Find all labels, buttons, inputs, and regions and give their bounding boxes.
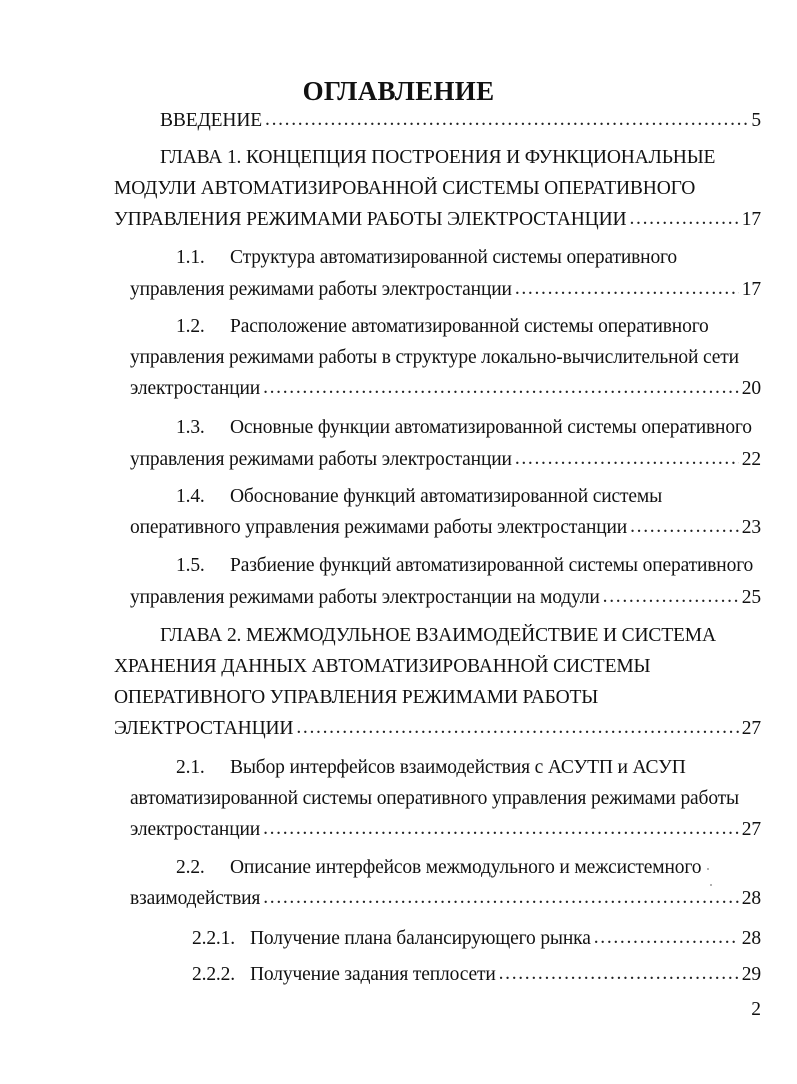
toc-entry-label: управления режимами работы электростанции на модули (130, 587, 600, 608)
toc-page-number: 28 (741, 888, 761, 909)
section-number: 2.2. (176, 857, 205, 878)
toc-entry-section-1-2[interactable] (130, 376, 761, 402)
dot-leader (263, 375, 739, 401)
toc-entry-label: электростанции (130, 378, 261, 399)
toc-chapter-1-line: ГЛАВА 1. КОНЦЕПЦИЯ ПОСТРОЕНИЯ И ФУНКЦИОНАЛЬНЫЕ (160, 147, 716, 168)
toc-entry-section-2-1[interactable] (130, 817, 761, 843)
scan-speck (707, 868, 709, 870)
toc-page-number: 29 (741, 964, 761, 985)
page-title: ОГЛАВЛЕНИЕ (302, 76, 495, 106)
section-number: 1.1. (176, 247, 205, 268)
toc-chapter-1-line: МОДУЛИ АВТОМАТИЗИРОВАННОЙ СИСТЕМЫ ОПЕРАТИВНОГО (114, 178, 696, 199)
dot-leader (630, 514, 739, 540)
dot-leader (263, 816, 739, 842)
section-number: 2.1. (176, 757, 205, 778)
toc-section-2-1-line: автоматизированной системы оперативного управления режимами работы (130, 788, 739, 809)
toc-page-number: 28 (741, 928, 761, 949)
toc-section-2-2-line (176, 855, 701, 881)
toc-section-1-3-line (176, 415, 752, 441)
toc-section-1-1-line (176, 245, 677, 271)
section-title: Обоснование функций автоматизированной системы (230, 486, 663, 507)
toc-section-1-2-line (176, 314, 709, 340)
toc-entry-label: Получение задания теплосети (250, 964, 496, 985)
toc-section-1-2-line: управления режимами работы в структуре локально-вычислительной сети (130, 347, 739, 368)
toc-chapter-2-line: ОПЕРАТИВНОГО УПРАВЛЕНИЯ РЕЖИМАМИ РАБОТЫ (114, 687, 599, 708)
toc-section-1-4-line (176, 484, 662, 510)
dot-leader (515, 446, 739, 472)
dot-leader (515, 276, 739, 302)
section-title: Разбиение функций автоматизированной системы оперативного (230, 555, 754, 576)
toc-entry-label: ВВЕДЕНИЕ (160, 110, 263, 131)
toc-entry-label: управления режимами работы электростанции (130, 279, 512, 300)
toc-entry-section-1-3[interactable] (130, 447, 761, 473)
toc-section-2-1-line (176, 755, 686, 781)
dot-leader (594, 925, 739, 951)
toc-entry-section-2-2-2[interactable] (192, 962, 761, 988)
page-number: 2 (751, 999, 761, 1020)
section-title: Описание интерфейсов межмодульного и межсистемного (230, 857, 702, 878)
section-title: Структура автоматизированной системы оперативного (230, 247, 678, 268)
dot-leader (603, 584, 739, 610)
dot-leader (265, 107, 748, 133)
toc-entry-label: электростанции (130, 819, 261, 840)
toc-page-number: 27 (741, 819, 761, 840)
toc-entry-chapter-2[interactable] (114, 716, 761, 742)
section-title: Основные функции автоматизированной системы оперативного (230, 417, 752, 438)
toc-page-number: 17 (741, 279, 761, 300)
dot-leader (629, 206, 738, 232)
section-title: Расположение автоматизированной системы оперативного (230, 316, 709, 337)
toc-page-number: 27 (741, 718, 761, 739)
section-number: 2.2.1. (192, 928, 235, 949)
toc-entry-intro[interactable] (160, 108, 761, 134)
toc-page-number: 25 (741, 587, 761, 608)
toc-entry-label: ЭЛЕКТРОСТАНЦИИ (114, 718, 294, 739)
toc-entry-section-1-4[interactable] (130, 515, 761, 541)
toc-page-number: 17 (741, 209, 761, 230)
toc-entry-label: управления режимами работы электростанции (130, 449, 512, 470)
toc-entry-section-2-2-1[interactable] (192, 926, 761, 952)
toc-chapter-2-line: ХРАНЕНИЯ ДАННЫХ АВТОМАТИЗИРОВАННОЙ СИСТЕМЫ (114, 656, 651, 677)
toc-entry-label: Получение плана балансирующего рынка (250, 928, 591, 949)
dot-leader (263, 885, 739, 911)
toc-entry-label: оперативного управления режимами работы электростанции (130, 517, 628, 538)
scan-speck (710, 884, 712, 886)
toc-entry-section-1-1[interactable] (130, 277, 761, 303)
section-number: 1.5. (176, 555, 205, 576)
section-number: 1.3. (176, 417, 205, 438)
toc-chapter-2-line: ГЛАВА 2. МЕЖМОДУЛЬНОЕ ВЗАИМОДЕЙСТВИЕ И СИСТЕМА (160, 625, 716, 646)
toc-page-number: 23 (741, 517, 761, 538)
toc-page-number: 20 (741, 378, 761, 399)
dot-leader (296, 715, 738, 741)
section-number: 2.2.2. (192, 964, 235, 985)
toc-entry-chapter-1[interactable] (114, 207, 761, 233)
toc-page-number: 5 (751, 110, 761, 131)
section-number: 1.4. (176, 486, 205, 507)
section-title: Выбор интерфейсов взаимодействия с АСУТП и АСУП (230, 757, 686, 778)
toc-entry-section-2-2[interactable] (130, 886, 761, 912)
toc-entry-label: взаимодействия (130, 888, 261, 909)
toc-entry-section-1-5[interactable] (130, 585, 761, 611)
toc-section-1-5-line (176, 553, 753, 579)
section-number: 1.2. (176, 316, 205, 337)
toc-entry-label: УПРАВЛЕНИЯ РЕЖИМАМИ РАБОТЫ ЭЛЕКТРОСТАНЦИИ (114, 209, 627, 230)
dot-leader (499, 961, 739, 987)
toc-page-number: 22 (741, 449, 761, 470)
